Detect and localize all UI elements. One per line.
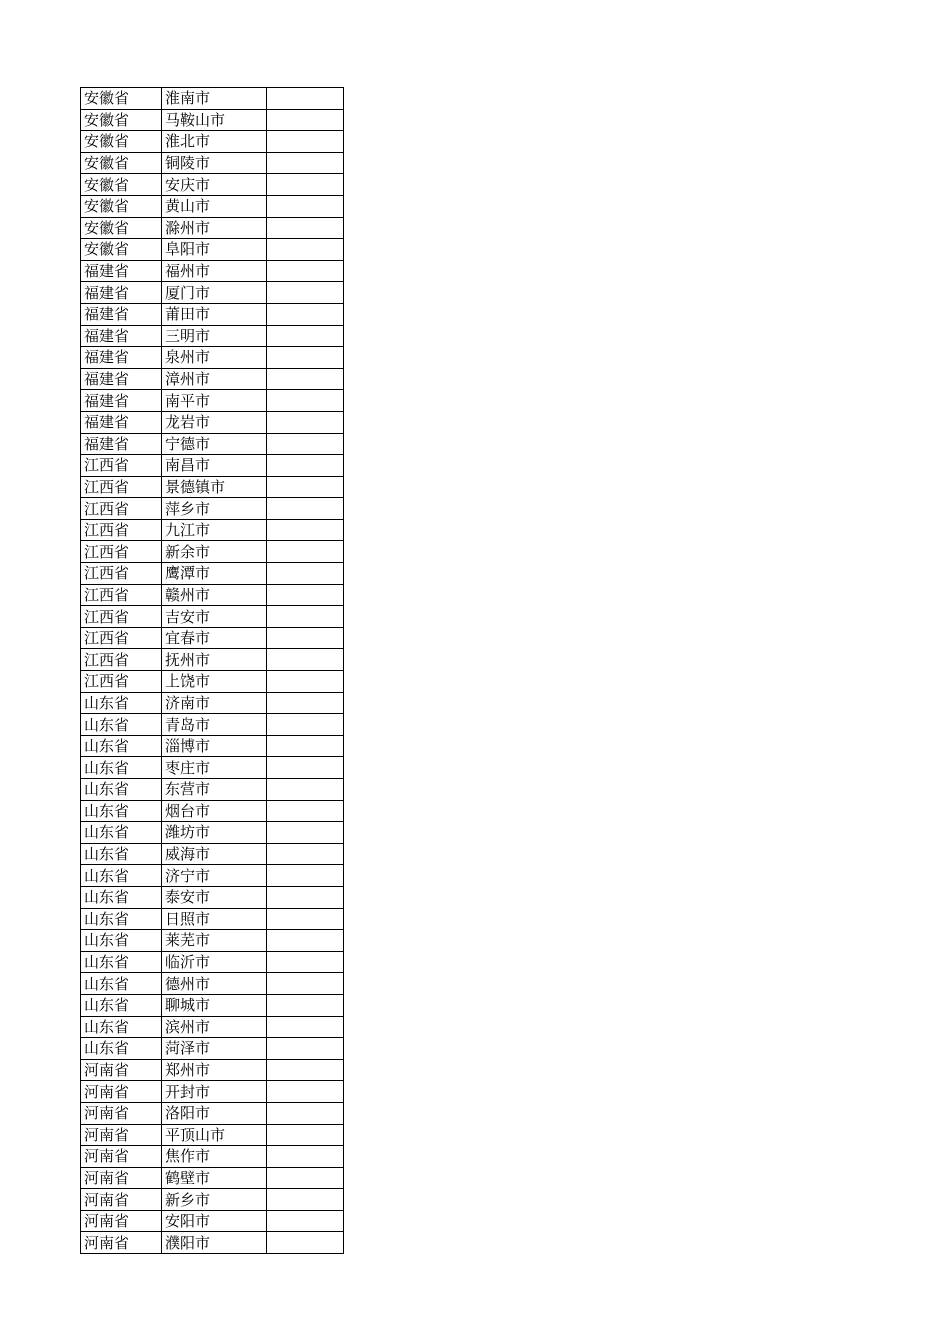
city-cell: 潍坊市 <box>162 822 267 844</box>
table-row <box>81 1124 344 1146</box>
table-row <box>81 908 344 930</box>
city-cell: 洛阳市 <box>162 1102 267 1124</box>
value-cell <box>267 325 344 347</box>
table-row <box>81 779 344 801</box>
table-row <box>81 433 344 455</box>
value-cell <box>267 282 344 304</box>
value-cell <box>267 1038 344 1060</box>
table-row <box>81 1210 344 1232</box>
table-row <box>81 1059 344 1081</box>
value-cell <box>267 800 344 822</box>
province-cell: 江西省 <box>81 606 162 628</box>
province-cell: 山东省 <box>81 951 162 973</box>
city-cell: 莆田市 <box>162 303 267 325</box>
city-cell: 鹰潭市 <box>162 563 267 585</box>
city-cell: 安阳市 <box>162 1210 267 1232</box>
value-cell <box>267 347 344 369</box>
table-row <box>81 692 344 714</box>
city-cell: 铜陵市 <box>162 152 267 174</box>
province-cell: 山东省 <box>81 908 162 930</box>
city-cell: 鹤壁市 <box>162 1167 267 1189</box>
table-row <box>81 498 344 520</box>
table-row <box>81 1232 344 1254</box>
value-cell <box>267 606 344 628</box>
value-cell <box>267 152 344 174</box>
city-cell: 阜阳市 <box>162 239 267 261</box>
city-cell: 萍乡市 <box>162 498 267 520</box>
value-cell <box>267 476 344 498</box>
city-cell: 平顶山市 <box>162 1124 267 1146</box>
province-cell: 河南省 <box>81 1146 162 1168</box>
table-row <box>81 930 344 952</box>
city-cell: 济宁市 <box>162 865 267 887</box>
city-table <box>80 87 344 1254</box>
table-row <box>81 217 344 239</box>
table-row <box>81 390 344 412</box>
province-cell: 安徽省 <box>81 239 162 261</box>
table-row <box>81 239 344 261</box>
value-cell <box>267 1124 344 1146</box>
table-row <box>81 1167 344 1189</box>
city-cell: 淮北市 <box>162 131 267 153</box>
value-cell <box>267 930 344 952</box>
province-cell: 河南省 <box>81 1232 162 1254</box>
province-cell: 山东省 <box>81 973 162 995</box>
province-cell: 安徽省 <box>81 217 162 239</box>
province-cell: 安徽省 <box>81 174 162 196</box>
city-cell: 景德镇市 <box>162 476 267 498</box>
value-cell <box>267 1232 344 1254</box>
province-cell: 福建省 <box>81 260 162 282</box>
province-cell: 山东省 <box>81 886 162 908</box>
table-row <box>81 174 344 196</box>
city-cell: 济南市 <box>162 692 267 714</box>
city-cell: 抚州市 <box>162 649 267 671</box>
city-cell: 黄山市 <box>162 195 267 217</box>
value-cell <box>267 260 344 282</box>
table-row <box>81 1146 344 1168</box>
value-cell <box>267 1081 344 1103</box>
city-cell: 聊城市 <box>162 994 267 1016</box>
value-cell <box>267 303 344 325</box>
province-cell: 江西省 <box>81 455 162 477</box>
table-row <box>81 951 344 973</box>
city-cell: 宜春市 <box>162 627 267 649</box>
value-cell <box>267 1146 344 1168</box>
table-row <box>81 368 344 390</box>
value-cell <box>267 714 344 736</box>
table-row <box>81 735 344 757</box>
table-row <box>81 109 344 131</box>
table-row <box>81 260 344 282</box>
city-cell: 厦门市 <box>162 282 267 304</box>
city-cell: 临沂市 <box>162 951 267 973</box>
value-cell <box>267 411 344 433</box>
table-row <box>81 671 344 693</box>
city-cell: 龙岩市 <box>162 411 267 433</box>
city-cell: 九江市 <box>162 519 267 541</box>
table-row <box>81 1038 344 1060</box>
table-row <box>81 1102 344 1124</box>
city-cell: 枣庄市 <box>162 757 267 779</box>
table-row <box>81 411 344 433</box>
province-cell: 福建省 <box>81 390 162 412</box>
city-cell: 濮阳市 <box>162 1232 267 1254</box>
value-cell <box>267 649 344 671</box>
province-cell: 山东省 <box>81 800 162 822</box>
value-cell <box>267 994 344 1016</box>
city-cell: 焦作市 <box>162 1146 267 1168</box>
city-cell: 南昌市 <box>162 455 267 477</box>
table-row <box>81 865 344 887</box>
city-cell: 威海市 <box>162 843 267 865</box>
province-cell: 河南省 <box>81 1124 162 1146</box>
table-row <box>81 152 344 174</box>
province-cell: 河南省 <box>81 1189 162 1211</box>
province-cell: 安徽省 <box>81 195 162 217</box>
province-cell: 江西省 <box>81 649 162 671</box>
value-cell <box>267 886 344 908</box>
province-cell: 河南省 <box>81 1167 162 1189</box>
city-cell: 菏泽市 <box>162 1038 267 1060</box>
province-cell: 河南省 <box>81 1081 162 1103</box>
province-cell: 河南省 <box>81 1210 162 1232</box>
value-cell <box>267 217 344 239</box>
table-row <box>81 88 344 110</box>
table-row <box>81 131 344 153</box>
province-cell: 江西省 <box>81 563 162 585</box>
province-cell: 山东省 <box>81 735 162 757</box>
value-cell <box>267 779 344 801</box>
city-cell: 新乡市 <box>162 1189 267 1211</box>
value-cell <box>267 1189 344 1211</box>
value-cell <box>267 563 344 585</box>
province-cell: 江西省 <box>81 627 162 649</box>
province-cell: 福建省 <box>81 368 162 390</box>
value-cell <box>267 131 344 153</box>
province-cell: 山东省 <box>81 822 162 844</box>
value-cell <box>267 239 344 261</box>
province-cell: 山东省 <box>81 779 162 801</box>
value-cell <box>267 1059 344 1081</box>
value-cell <box>267 1210 344 1232</box>
city-cell: 马鞍山市 <box>162 109 267 131</box>
province-cell: 山东省 <box>81 757 162 779</box>
value-cell <box>267 88 344 110</box>
value-cell <box>267 951 344 973</box>
table-row <box>81 519 344 541</box>
province-cell: 山东省 <box>81 865 162 887</box>
city-cell: 滁州市 <box>162 217 267 239</box>
city-cell: 东营市 <box>162 779 267 801</box>
value-cell <box>267 1167 344 1189</box>
city-cell: 新余市 <box>162 541 267 563</box>
value-cell <box>267 174 344 196</box>
table-row <box>81 757 344 779</box>
table-row <box>81 606 344 628</box>
table-row <box>81 973 344 995</box>
value-cell <box>267 757 344 779</box>
province-cell: 江西省 <box>81 584 162 606</box>
value-cell <box>267 368 344 390</box>
value-cell <box>267 908 344 930</box>
table-row <box>81 800 344 822</box>
province-cell: 安徽省 <box>81 152 162 174</box>
province-cell: 山东省 <box>81 994 162 1016</box>
province-cell: 山东省 <box>81 1038 162 1060</box>
table-row <box>81 714 344 736</box>
table-row <box>81 822 344 844</box>
table-row <box>81 282 344 304</box>
table-row <box>81 563 344 585</box>
value-cell <box>267 584 344 606</box>
city-cell: 安庆市 <box>162 174 267 196</box>
province-cell: 山东省 <box>81 1016 162 1038</box>
province-cell: 江西省 <box>81 476 162 498</box>
province-cell: 福建省 <box>81 325 162 347</box>
province-cell: 河南省 <box>81 1102 162 1124</box>
table-row <box>81 325 344 347</box>
province-cell: 山东省 <box>81 843 162 865</box>
value-cell <box>267 390 344 412</box>
province-cell: 福建省 <box>81 347 162 369</box>
province-cell: 山东省 <box>81 692 162 714</box>
value-cell <box>267 735 344 757</box>
value-cell <box>267 692 344 714</box>
city-cell: 青岛市 <box>162 714 267 736</box>
value-cell <box>267 843 344 865</box>
province-cell: 福建省 <box>81 433 162 455</box>
value-cell <box>267 455 344 477</box>
value-cell <box>267 109 344 131</box>
city-cell: 南平市 <box>162 390 267 412</box>
province-cell: 江西省 <box>81 498 162 520</box>
table-row <box>81 649 344 671</box>
province-cell: 河南省 <box>81 1059 162 1081</box>
city-cell: 烟台市 <box>162 800 267 822</box>
table-row <box>81 476 344 498</box>
city-cell: 三明市 <box>162 325 267 347</box>
value-cell <box>267 973 344 995</box>
table-row <box>81 347 344 369</box>
city-cell: 德州市 <box>162 973 267 995</box>
value-cell <box>267 822 344 844</box>
value-cell <box>267 519 344 541</box>
city-cell: 赣州市 <box>162 584 267 606</box>
province-cell: 福建省 <box>81 303 162 325</box>
province-cell: 江西省 <box>81 541 162 563</box>
table-row <box>81 584 344 606</box>
value-cell <box>267 1102 344 1124</box>
table-row <box>81 994 344 1016</box>
province-cell: 安徽省 <box>81 109 162 131</box>
table-row <box>81 843 344 865</box>
table-row <box>81 541 344 563</box>
province-cell: 安徽省 <box>81 131 162 153</box>
table-row <box>81 455 344 477</box>
city-cell: 漳州市 <box>162 368 267 390</box>
city-cell: 淄博市 <box>162 735 267 757</box>
city-cell: 宁德市 <box>162 433 267 455</box>
city-cell: 莱芜市 <box>162 930 267 952</box>
table-row <box>81 1081 344 1103</box>
value-cell <box>267 195 344 217</box>
table-row <box>81 195 344 217</box>
value-cell <box>267 498 344 520</box>
city-cell: 上饶市 <box>162 671 267 693</box>
province-cell: 安徽省 <box>81 88 162 110</box>
table-row <box>81 627 344 649</box>
province-cell: 江西省 <box>81 519 162 541</box>
city-cell: 滨州市 <box>162 1016 267 1038</box>
city-cell: 郑州市 <box>162 1059 267 1081</box>
value-cell <box>267 433 344 455</box>
city-cell: 泰安市 <box>162 886 267 908</box>
city-cell: 开封市 <box>162 1081 267 1103</box>
table-row <box>81 886 344 908</box>
city-cell: 泉州市 <box>162 347 267 369</box>
city-cell: 淮南市 <box>162 88 267 110</box>
province-cell: 山东省 <box>81 714 162 736</box>
city-cell: 日照市 <box>162 908 267 930</box>
table-row <box>81 303 344 325</box>
city-cell: 福州市 <box>162 260 267 282</box>
table-body <box>81 88 344 1254</box>
province-cell: 福建省 <box>81 282 162 304</box>
province-cell: 福建省 <box>81 411 162 433</box>
value-cell <box>267 627 344 649</box>
value-cell <box>267 541 344 563</box>
table-row <box>81 1016 344 1038</box>
city-cell: 吉安市 <box>162 606 267 628</box>
province-cell: 山东省 <box>81 930 162 952</box>
value-cell <box>267 1016 344 1038</box>
table-row <box>81 1189 344 1211</box>
value-cell <box>267 865 344 887</box>
province-cell: 江西省 <box>81 671 162 693</box>
value-cell <box>267 671 344 693</box>
